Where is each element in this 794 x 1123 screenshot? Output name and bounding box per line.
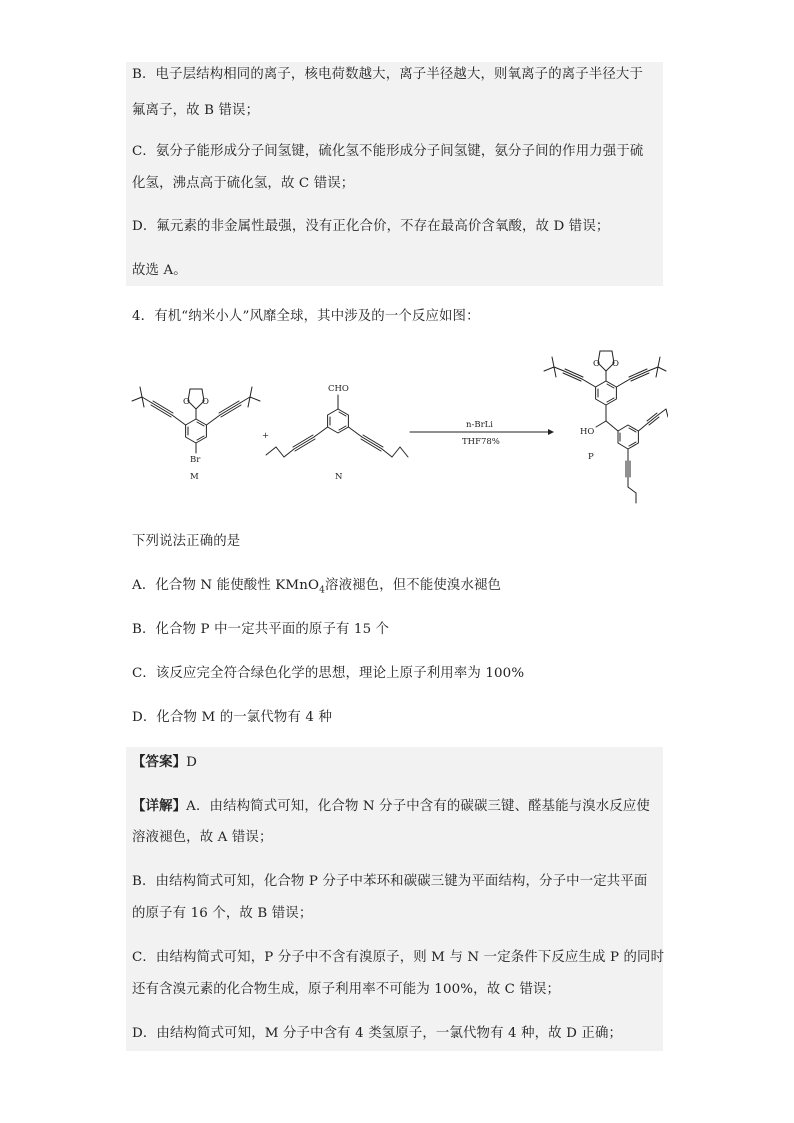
reagent-bottom: THF78% <box>462 437 500 447</box>
option-d-line: D．氟元素的非金属性最强，没有正化合价，不存在最高价含氧酸，故 D 错误； <box>132 219 610 234</box>
molecule-p <box>544 351 668 503</box>
question-option-b: B．化合物 P 中一定共平面的原子有 15 个 <box>132 622 390 637</box>
option-b-line: B．电子层结构相同的离子，核电荷数越大，离子半径越大，则氧离子的离子半径大于 <box>132 67 643 82</box>
reagent-top: n-BrLi <box>466 420 494 430</box>
answer-value: D <box>186 755 198 770</box>
question-prompt: 下列说法正确的是 <box>132 534 241 549</box>
option-a-rest: 溶液褪色，但不能使溴水褪色 <box>325 578 502 593</box>
option-c-cont: 化氢，沸点高于硫化氢，故 C 错误； <box>132 176 355 191</box>
answer-line <box>132 751 197 773</box>
option-c-line: C．氨分子能形成分子间氢键，硫化氢不能形成分子间氢键，氨分子间的作用力强于硫 <box>132 144 644 159</box>
atom-p-o1-label: O <box>593 359 600 369</box>
conclusion-line: 故选 A。 <box>132 263 187 278</box>
molecule-n <box>266 395 408 457</box>
atom-o1-label: O <box>183 397 190 407</box>
explanation-label: 【详解】 <box>132 798 187 814</box>
atom-br-label: Br <box>190 455 201 465</box>
explanation-a-cont: 溶液褪色，故 A 错误； <box>132 830 273 845</box>
atom-p-o2-label: O <box>612 359 619 369</box>
explanation-c-cont: 还有含溴元素的化合物生成，原子利用率不可能为 100%，故 C 错误； <box>132 982 561 997</box>
option-b-cont: 氟离子，故 B 错误； <box>132 103 260 118</box>
question-option-c: C．该反应完全符合绿色化学的思想，理论上原子利用率为 100% <box>132 666 525 681</box>
option-a-subscript: 4 <box>319 585 326 596</box>
explanation-d-line: D．由结构简式可知，M 分子中含有 4 类氢原子，一氯代物有 4 种，故 D 正确； <box>132 1026 623 1041</box>
atom-cho-label: CHO <box>328 384 349 394</box>
explanation-b-cont: 的原子有 16 个，故 B 错误； <box>132 906 313 921</box>
explanation-a-text: A．由结构简式可知，化合物 N 分子中含有的碳碳三键、醛基能与溴水反应使 <box>186 799 650 814</box>
question-stem: 4．有机“纳米小人”风靡全球，其中涉及的一个反应如图： <box>132 309 480 324</box>
label-n: N <box>335 472 343 482</box>
label-p: P <box>588 452 594 462</box>
explanation-c-line: C．由结构简式可知，P 分子中不含有溴原子，则 M 与 N 一定条件下反应生成 P 的同时 <box>132 950 665 965</box>
question-option-a <box>132 575 501 597</box>
reaction-scheme <box>128 343 668 508</box>
question-option-d: D．化合物 M 的一氯代物有 4 种 <box>132 710 332 725</box>
molecule-m <box>132 387 260 453</box>
label-m: M <box>190 472 199 482</box>
atom-o2-label: O <box>202 397 209 407</box>
atom-oh-label: HO <box>580 427 595 437</box>
plus-sign: + <box>262 431 270 441</box>
explanation-a-line <box>132 795 650 817</box>
answer-shade-bottom <box>126 747 663 1051</box>
explanation-b-line: B．由结构简式可知，化合物 P 分子中苯环和碳碳三键为平面结构，分子中一定共平面 <box>132 874 648 889</box>
option-a-text: A．化合物 N 能使酸性 KMnO <box>132 578 320 593</box>
answer-label: 【答案】 <box>132 754 187 770</box>
